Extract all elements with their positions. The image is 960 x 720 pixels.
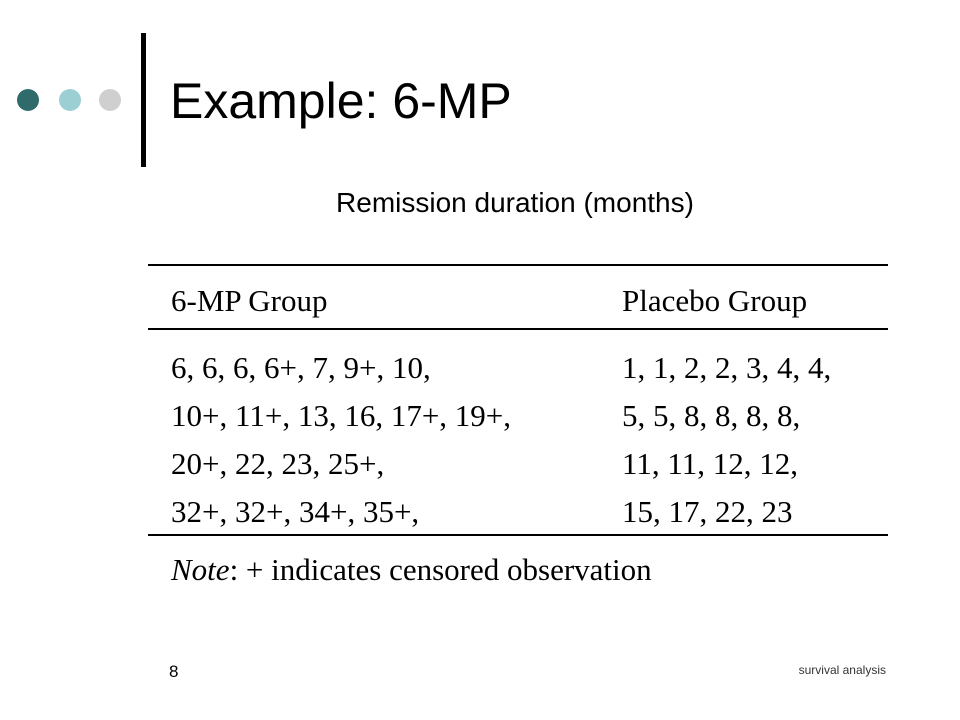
decorative-dot-dark [17, 89, 39, 111]
slide-title: Example: 6-MP [170, 73, 512, 129]
table-cell-6mp-row-2: 10+, 11+, 13, 16, 17+, 19+, [171, 398, 512, 433]
table-cell-6mp-row-3: 20+, 22, 23, 25+, [171, 446, 385, 481]
table-note [171, 548, 652, 592]
table-header-rule [148, 328, 888, 330]
decorative-dot-light-teal [59, 89, 81, 111]
table-cell-placebo-row-1: 1, 1, 2, 2, 3, 4, 4, [622, 350, 832, 385]
page-number: 8 [169, 662, 179, 681]
table-cell-placebo-row-2: 5, 5, 8, 8, 8, 8, [622, 398, 801, 433]
column-header-6mp: 6-MP Group [171, 283, 328, 318]
table-caption: Remission duration (months) [336, 187, 694, 218]
column-header-placebo: Placebo Group [622, 283, 808, 318]
footer-label: survival analysis [798, 663, 886, 677]
table-cell-6mp-row-4: 32+, 32+, 34+, 35+, [171, 494, 420, 529]
table-cell-placebo-row-3: 11, 11, 12, 12, [622, 446, 798, 481]
decorative-dot-gray [99, 89, 121, 111]
table-cell-6mp-row-1: 6, 6, 6, 6+, 7, 9+, 10, [171, 350, 431, 385]
table-cell-placebo-row-4: 15, 17, 22, 23 [622, 494, 793, 529]
table-note-label: Note [171, 552, 230, 587]
table-top-rule [148, 264, 888, 266]
table-note-text: : + indicates censored observation [229, 552, 652, 587]
title-divider-bar [141, 33, 146, 167]
